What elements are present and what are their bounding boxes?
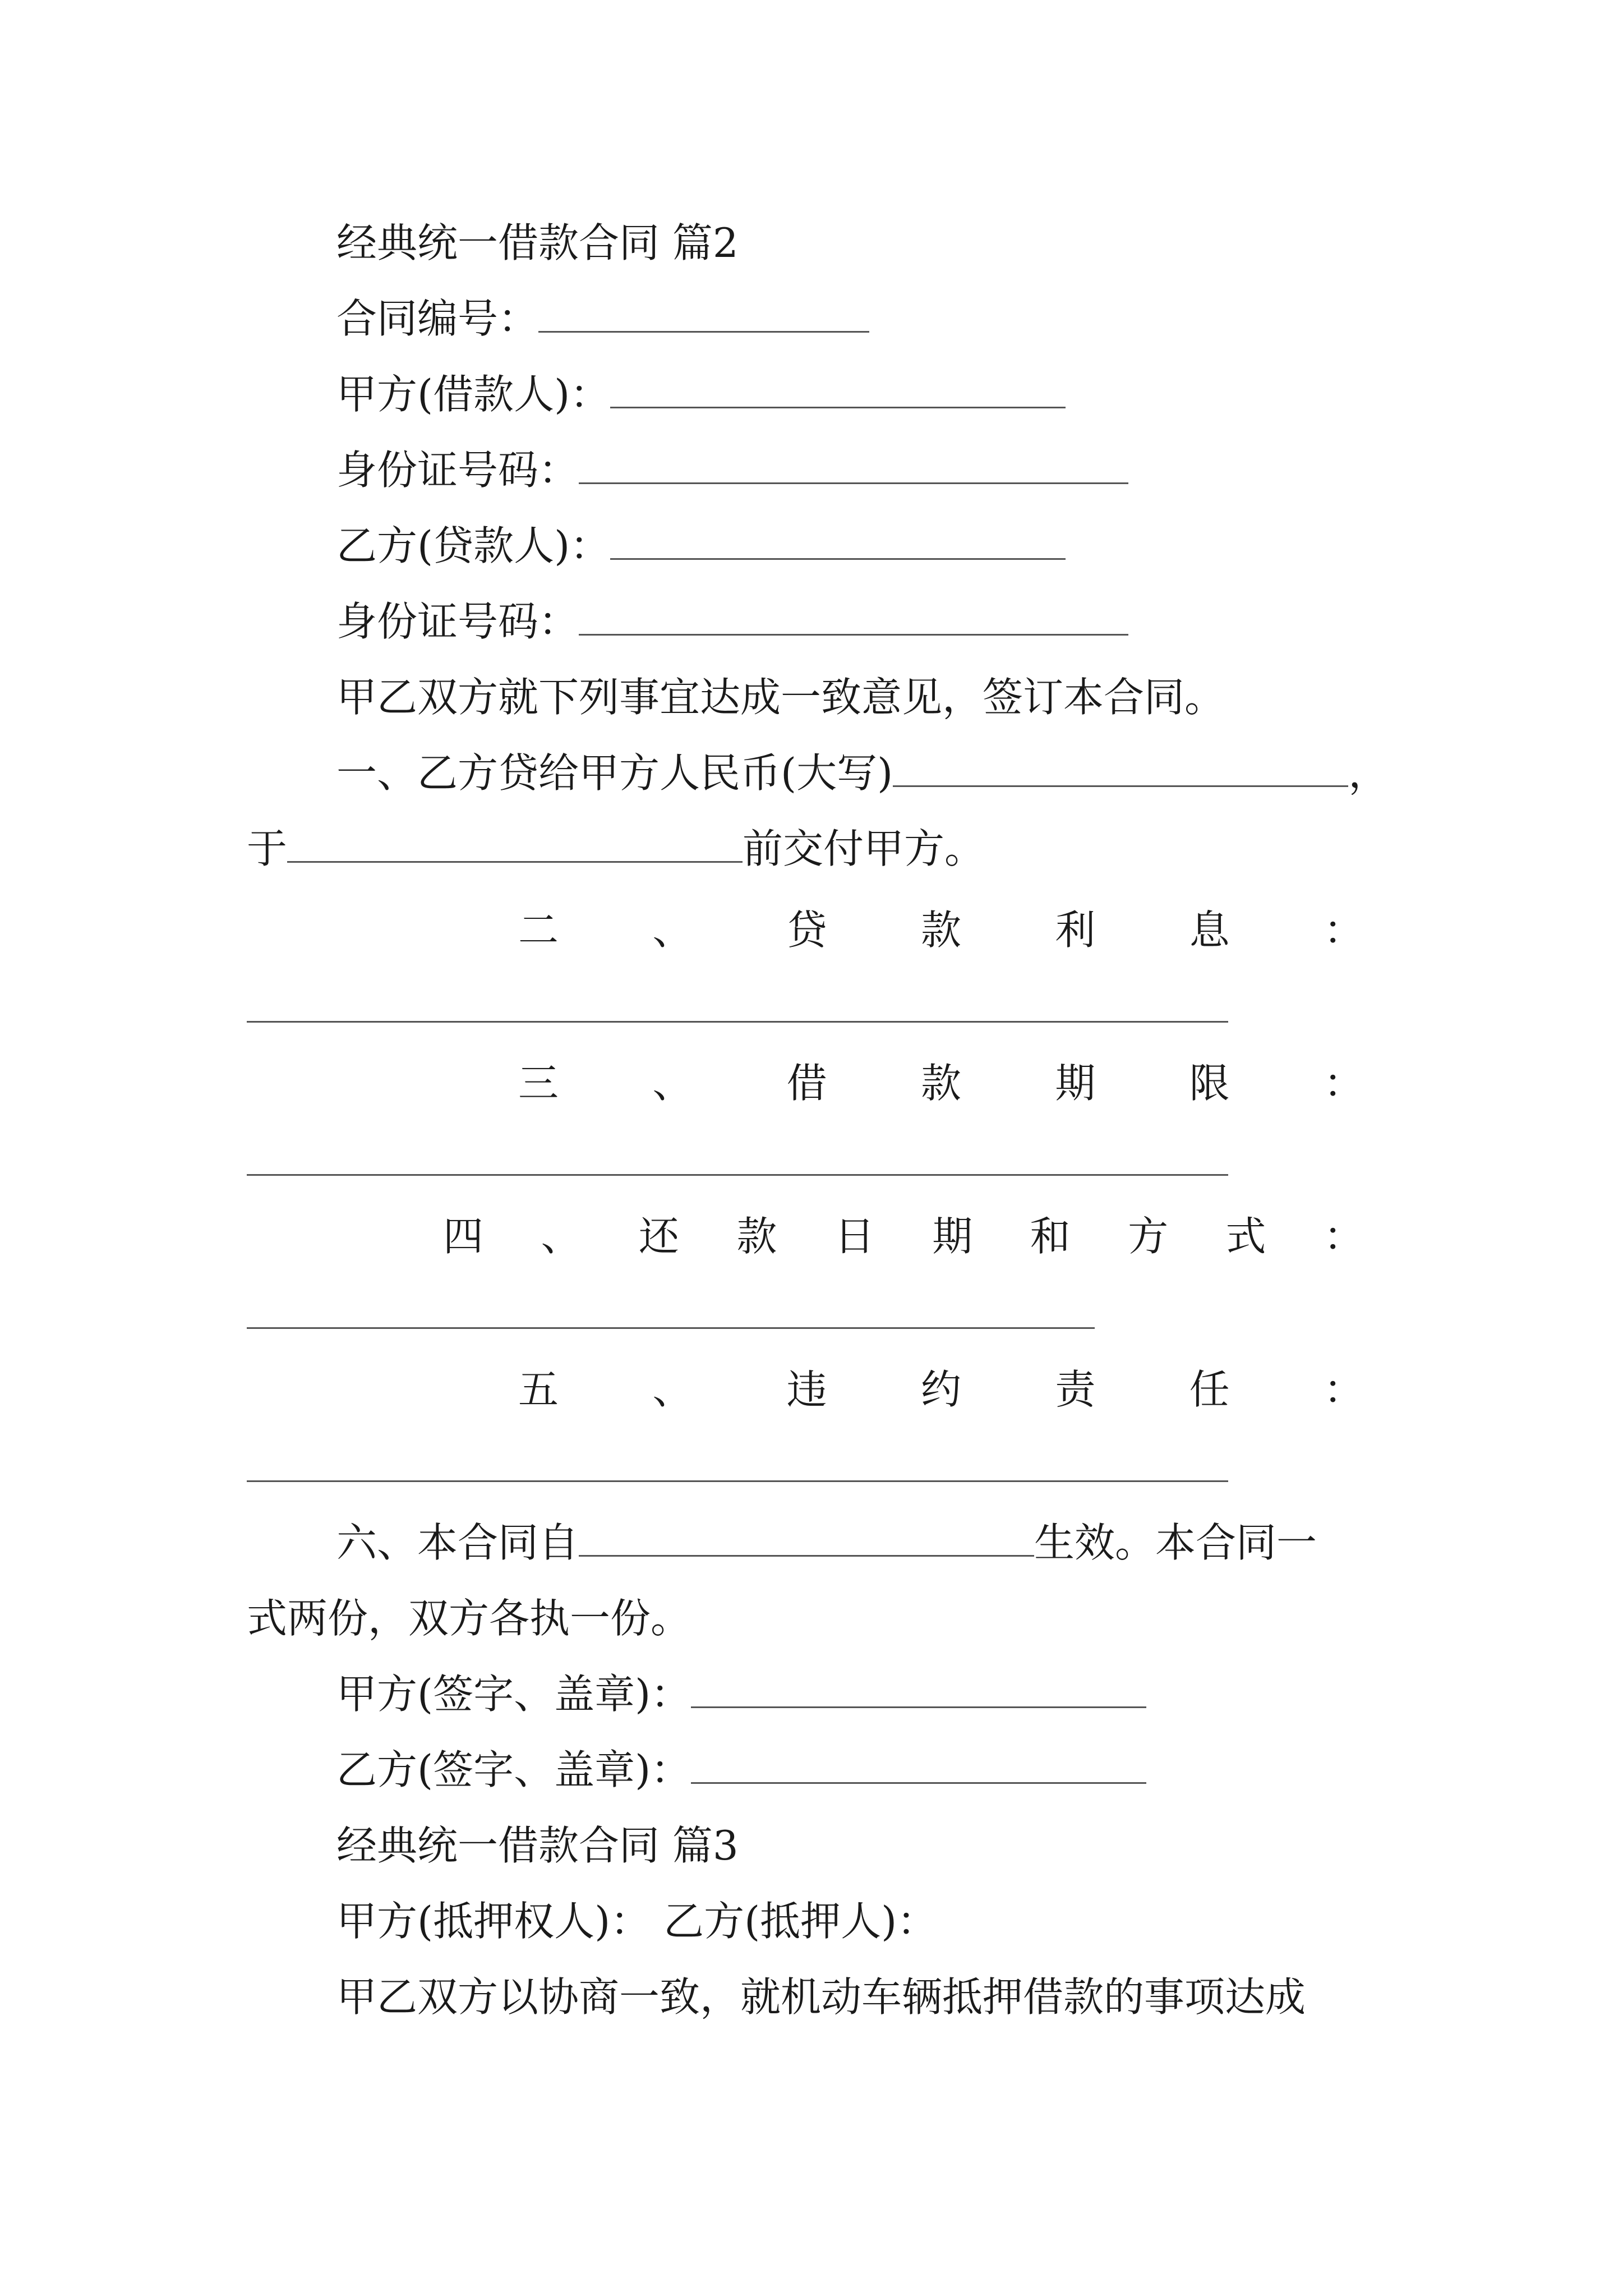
- contract-number-label: 合同编号：: [336, 295, 539, 342]
- item5-char: ：: [1323, 1366, 1364, 1413]
- item4-char: 期: [932, 1213, 973, 1260]
- item2-char: 利: [1055, 907, 1096, 954]
- party-b-label: 乙方(贷款人)：: [336, 522, 611, 569]
- item-1-text: 一、乙方贷给甲方人民币(大写): [336, 749, 893, 797]
- item-1-line-2: [247, 818, 985, 880]
- item4-char: 、: [541, 1213, 582, 1260]
- item-1-line-1: [336, 742, 1389, 804]
- item5-char: 、: [652, 1366, 693, 1413]
- item3-char: 款: [920, 1060, 961, 1107]
- party-a-row: [336, 364, 1066, 425]
- item-6-line-2: 式两份，双方各执一份。: [247, 1595, 691, 1642]
- item4-char: 日: [834, 1213, 875, 1260]
- item-2-heading: [518, 899, 1364, 961]
- item5-char: 违: [786, 1366, 827, 1413]
- item4-char: 方: [1128, 1213, 1169, 1260]
- agreement-text: 甲乙双方就下列事宜达成一致意见，签订本合同。: [336, 674, 1225, 721]
- sign-a-label: 甲方(签字、盖章)：: [336, 1671, 691, 1718]
- item2-char: ：: [1323, 907, 1364, 954]
- item-6-text: 六、本合同自: [336, 1519, 579, 1566]
- item4-char: ：: [1323, 1213, 1364, 1260]
- party-a-blank: [610, 369, 1066, 408]
- sign-b-row: [336, 1739, 1146, 1801]
- item3-char: 、: [652, 1060, 693, 1107]
- id-a-label: 身份证号码：: [336, 447, 579, 494]
- item3-char: 限: [1189, 1060, 1230, 1107]
- item4-char: 还: [638, 1213, 679, 1260]
- item5-char: 约: [920, 1366, 961, 1413]
- sign-b-label: 乙方(签字、盖章)：: [336, 1746, 691, 1793]
- party-b-blank: [610, 520, 1066, 560]
- item2-char: 款: [920, 907, 961, 954]
- item2-char: 、: [652, 907, 693, 954]
- item3-char: 期: [1055, 1060, 1096, 1107]
- item-3-heading: [518, 1052, 1364, 1114]
- section-title-3: 经典统一借款合同 篇3: [336, 1822, 739, 1869]
- sign-a-row: [336, 1663, 1146, 1725]
- item-1-suffix: 前交付甲方。: [743, 825, 985, 872]
- item-1-comma: ，: [1348, 749, 1389, 797]
- item-5-blank: [247, 1480, 1228, 1482]
- id-a-blank: [579, 444, 1128, 484]
- item3-char: 三: [518, 1060, 559, 1107]
- item2-char: 息: [1189, 907, 1230, 954]
- amount-blank: [893, 747, 1348, 787]
- item5-char: 任: [1189, 1366, 1230, 1413]
- item5-char: 五: [518, 1366, 559, 1413]
- item-2-blank: [247, 1021, 1228, 1023]
- paragraph-3: 甲乙双方以协商一致，就机动车辆抵押借款的事项达成: [336, 1973, 1306, 2021]
- id-b-row: [336, 591, 1128, 652]
- id-b-blank: [579, 596, 1128, 636]
- item4-char: 式: [1225, 1213, 1266, 1260]
- item4-char: 四: [443, 1213, 484, 1260]
- id-b-label: 身份证号码：: [336, 598, 579, 645]
- item2-char: 贷: [786, 907, 827, 954]
- item-4-blank: [247, 1327, 1095, 1329]
- delivery-date-blank: [287, 823, 743, 863]
- item-6-text-2: 生效。本合同一: [1034, 1519, 1317, 1566]
- effective-date-blank: [579, 1517, 1034, 1557]
- id-a-row: [336, 439, 1128, 501]
- item4-char: 和: [1030, 1213, 1071, 1260]
- item4-char: 款: [736, 1213, 777, 1260]
- party-a-label: 甲方(借款人)：: [336, 371, 611, 418]
- item5-char: 责: [1055, 1366, 1096, 1413]
- parties-3: 甲方(抵押权人)： 乙方(抵押人)：: [336, 1898, 938, 1945]
- sign-b-blank: [691, 1744, 1146, 1784]
- contract-number-blank: [538, 293, 869, 333]
- item3-char: ：: [1323, 1060, 1364, 1107]
- item-5-heading: [518, 1359, 1364, 1420]
- item-4-heading: [443, 1205, 1364, 1267]
- item-6-line-1: [336, 1512, 1317, 1573]
- contract-number-row: [336, 288, 869, 349]
- item3-char: 借: [786, 1060, 827, 1107]
- item-3-blank: [247, 1174, 1228, 1176]
- item2-char: 二: [518, 907, 559, 954]
- sign-a-blank: [691, 1668, 1146, 1708]
- section-title-2: 经典统一借款合同 篇2: [336, 219, 739, 266]
- item-1-prefix: 于: [247, 825, 288, 872]
- party-b-row: [336, 515, 1066, 577]
